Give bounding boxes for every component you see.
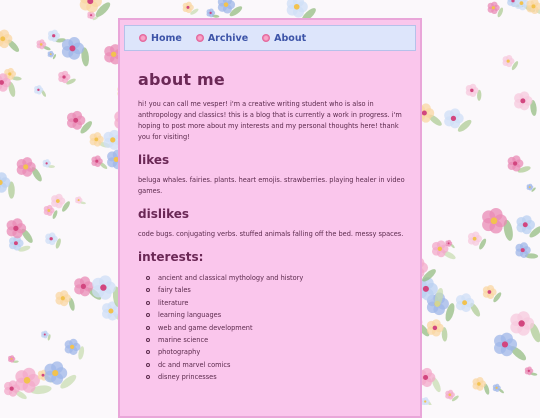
flower-center-decoration: [95, 160, 98, 163]
main-content: [138, 60, 408, 384]
flower-center-decoration: [108, 308, 113, 313]
flower-center-decoration: [449, 393, 452, 396]
flower-center-decoration: [50, 53, 52, 55]
flower-center-decoration: [8, 72, 11, 75]
flower-center-decoration: [521, 248, 525, 252]
flower-center-decoration: [47, 209, 50, 212]
flower-center-decoration: [423, 286, 429, 292]
list-item: ancient and classical mythology and history: [152, 272, 408, 284]
flower-center-decoration: [424, 400, 426, 402]
flower-center-decoration: [470, 89, 473, 92]
flower-center-decoration: [111, 52, 116, 57]
flower-center-decoration: [520, 1, 524, 5]
flower-center-decoration: [502, 341, 508, 347]
flower-center-decoration: [0, 36, 5, 41]
nav-home-label: Home: [151, 32, 182, 44]
list-item: literature: [152, 297, 408, 309]
flower-icon: [262, 34, 270, 42]
content-panel: [118, 18, 422, 418]
flower-center-decoration: [529, 186, 531, 188]
flower-center-decoration: [422, 111, 427, 116]
flower-center-decoration: [52, 34, 55, 37]
flower-center-decoration: [73, 118, 78, 123]
flower-center-decoration: [52, 370, 58, 376]
flower-center-decoration: [78, 199, 80, 201]
nav-about[interactable]: [262, 33, 306, 44]
flower-center-decoration: [448, 242, 450, 244]
nav-home[interactable]: [139, 33, 182, 44]
list-item: fairy tales: [152, 284, 408, 296]
flower-center-decoration: [462, 300, 467, 305]
list-item: disney princesses: [152, 371, 408, 383]
flower-center-decoration: [90, 14, 92, 16]
flower-center-decoration: [528, 370, 530, 372]
flower-center-decoration: [46, 162, 48, 164]
interests-list: [138, 272, 408, 384]
flower-center-decoration: [531, 4, 535, 8]
nav-bar: [124, 25, 416, 51]
flower-center-decoration: [451, 116, 456, 121]
list-item: web and game development: [152, 322, 408, 334]
flower-center-decoration: [61, 296, 65, 300]
flower-icon: [139, 34, 147, 42]
flower-center-decoration: [42, 374, 45, 377]
nav-archive-label: Archive: [207, 32, 249, 44]
flower-center-decoration: [294, 4, 300, 10]
flower-center-decoration: [492, 6, 495, 9]
flower-center-decoration: [224, 2, 229, 7]
nav-about-label: About: [274, 32, 307, 44]
page-title: about me: [138, 70, 225, 89]
list-item: photography: [152, 346, 408, 358]
flower-center-decoration: [10, 386, 14, 390]
flower-center-decoration: [523, 222, 528, 227]
flower-center-decoration: [50, 237, 53, 240]
flower-center-decoration: [37, 89, 39, 91]
likes-text: beluga whales. fairies. plants. heart emojis. strawberries. playing healer in video games.: [138, 176, 405, 195]
flower-icon: [196, 34, 204, 42]
flower-center-decoration: [496, 387, 498, 389]
flower-center-decoration: [62, 75, 65, 78]
likes-heading: likes: [138, 153, 170, 167]
flower-center-decoration: [44, 333, 46, 335]
interests-heading: interests:: [138, 250, 204, 264]
dislikes-text: code bugs. conjugating verbs. stuffed animals falling off the bed. messy spaces.: [138, 230, 404, 238]
flower-center-decoration: [473, 237, 477, 241]
intro-text: hi! you can call me vesper! i'm a creative writing student who is also in anthropology and classics! this is a blog that is currently a work in progress. i'm hoping to post more about my interests and my personal thoughts here! thank you for visiting!: [138, 100, 402, 141]
flower-center-decoration: [13, 226, 18, 231]
flower-center-decoration: [433, 326, 438, 331]
flower-center-decoration: [40, 43, 43, 46]
flower-center-decoration: [24, 377, 31, 384]
flower-center-decoration: [438, 247, 442, 251]
flower-center-decoration: [100, 284, 106, 290]
flower-center-decoration: [477, 382, 481, 386]
flower-center-decoration: [23, 164, 28, 169]
flower-center-decoration: [56, 199, 60, 203]
flower-center-decoration: [507, 60, 510, 63]
flower-center-decoration: [423, 375, 428, 380]
list-item: learning languages: [152, 309, 408, 321]
flower-center-decoration: [110, 137, 115, 142]
flower-center-decoration: [70, 345, 74, 349]
flower-center-decoration: [186, 6, 189, 9]
flower-center-decoration: [94, 138, 98, 142]
flower-center-decoration: [491, 217, 498, 224]
flower-center-decoration: [209, 12, 211, 14]
dislikes-heading: dislikes: [138, 207, 190, 221]
list-item: marine science: [152, 334, 408, 346]
flower-center-decoration: [520, 98, 525, 103]
nav-archive[interactable]: [196, 33, 248, 44]
flower-center-decoration: [513, 161, 517, 165]
flower-center-decoration: [11, 358, 13, 360]
flower-center-decoration: [14, 241, 18, 245]
flower-center-decoration: [69, 45, 75, 51]
flower-center-decoration: [488, 290, 492, 294]
flower-center-decoration: [518, 320, 524, 326]
flower-center-decoration: [81, 284, 86, 289]
list-item: dc and marvel comics: [152, 359, 408, 371]
